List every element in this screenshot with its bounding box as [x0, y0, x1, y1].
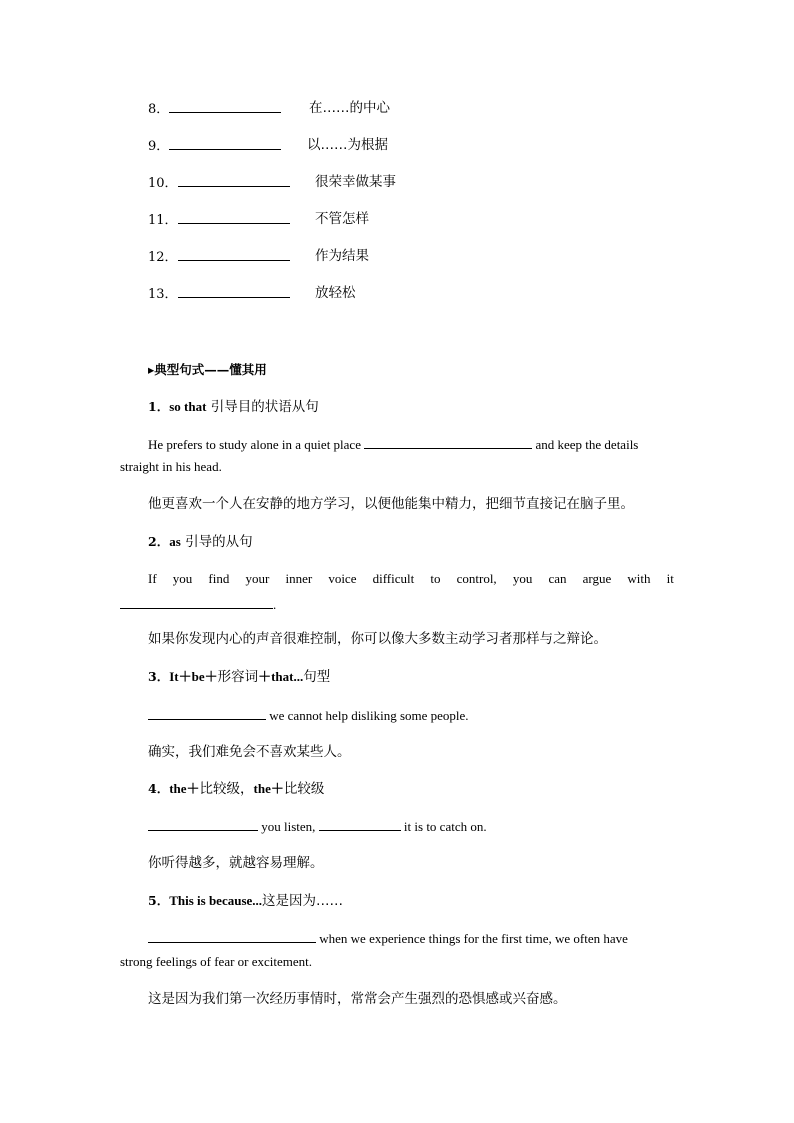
sentence-word: inner — [285, 571, 313, 586]
sentence-word: your — [245, 571, 270, 586]
vocab-number: 12． — [148, 250, 178, 265]
item-5-sentence-line-1 — [148, 930, 628, 947]
vocab-item-10 — [148, 174, 448, 192]
vocab-meaning: 放轻松 — [315, 285, 356, 301]
item-2-title — [148, 534, 253, 550]
answer-blank[interactable] — [148, 818, 258, 831]
item-1-sentence-line-1 — [148, 436, 638, 453]
item-number: 1． — [148, 399, 170, 414]
sentence-word: difficult — [372, 571, 415, 586]
vocab-number: 13． — [148, 287, 178, 302]
title-english: so that — [169, 399, 207, 414]
sentence-word: find — [208, 571, 230, 586]
title-chinese: 引导目的状语从句 — [210, 399, 319, 415]
item-number: 4． — [148, 781, 170, 796]
answer-blank[interactable] — [148, 930, 316, 943]
vocab-item-12 — [148, 248, 448, 266]
vocab-item-13 — [148, 285, 448, 303]
sentence-word: you — [172, 571, 193, 586]
title-english: the＋ — [253, 781, 284, 796]
answer-blank[interactable] — [178, 248, 290, 261]
title-english: It＋be＋ — [169, 669, 218, 684]
item-2-sentence-line-1 — [148, 571, 674, 587]
sentence-word: argue — [582, 571, 612, 586]
sentence-text: . — [273, 597, 277, 612]
sentence-text: and keep the details — [535, 437, 639, 452]
item-3-translation: 确实，我们难免会不喜欢某些人。 — [148, 744, 351, 760]
vocab-number: 10． — [148, 176, 178, 191]
item-1-sentence-line-2: straight in his head. — [120, 459, 222, 474]
title-chinese: 比较级 — [283, 781, 325, 797]
answer-blank[interactable] — [120, 596, 273, 609]
sentence-text: when we experience things for the first time, we often have — [319, 931, 628, 946]
vocab-number: 8． — [148, 102, 170, 117]
sentence-word: it — [666, 571, 674, 586]
answer-blank[interactable] — [169, 100, 281, 113]
item-3-sentence — [148, 707, 469, 724]
sentence-word: to — [430, 571, 441, 586]
sentence-word: voice — [328, 571, 357, 586]
item-number: 3． — [148, 669, 170, 684]
item-1-title — [148, 399, 319, 415]
item-3-title — [148, 669, 330, 685]
vocab-number: 9． — [148, 139, 170, 154]
sentence-word: control, — [456, 571, 497, 586]
item-4-sentence — [148, 818, 487, 835]
title-english: ＋that... — [258, 669, 304, 684]
sentence-text: He prefers to study alone in a quiet place — [148, 437, 361, 452]
vocab-item-8 — [148, 100, 448, 118]
answer-blank[interactable] — [178, 211, 290, 224]
item-5-sentence-line-2: strong feelings of fear or excitement. — [120, 954, 313, 969]
item-5-title — [148, 893, 343, 909]
title-english: the＋ — [169, 781, 200, 796]
sentence-word: If — [148, 571, 157, 586]
answer-blank[interactable] — [364, 436, 532, 449]
answer-blank[interactable] — [148, 707, 266, 720]
sentence-text: you listen, — [261, 819, 316, 834]
answer-blank[interactable] — [169, 137, 281, 150]
item-number: 2． — [148, 534, 170, 549]
vocab-meaning: 以……为根据 — [307, 137, 388, 153]
item-2-translation: 如果你发现内心的声音很难控制，你可以像大多数主动学习者那样与之辩论。 — [148, 631, 607, 647]
sentence-text: we cannot help disliking some people. — [269, 708, 469, 723]
sentence-text: it is to catch on. — [403, 819, 487, 834]
answer-blank[interactable] — [178, 285, 290, 298]
vocab-number: 11． — [148, 213, 178, 228]
sentence-word: with — [627, 571, 651, 586]
item-4-title — [148, 781, 324, 797]
answer-blank[interactable] — [319, 818, 401, 831]
vocab-meaning: 作为结果 — [315, 248, 369, 264]
vocab-meaning: 在……的中心 — [309, 100, 390, 116]
item-4-translation: 你听得越多，就越容易理解。 — [148, 855, 324, 871]
item-5-translation: 这是因为我们第一次经历事情时，常常会产生强烈的恐惧感或兴奋感。 — [148, 991, 567, 1007]
vocab-meaning: 很荣幸做某事 — [315, 174, 396, 190]
item-2-sentence-line-2 — [120, 596, 276, 613]
answer-blank[interactable] — [178, 174, 290, 187]
title-english: This is because... — [169, 893, 263, 908]
item-number: 5． — [148, 893, 170, 908]
item-1-translation: 他更喜欢一个人在安静的地方学习，以便他能集中精力，把细节直接记在脑子里。 — [148, 496, 634, 512]
section-title: ▸典型句式——懂其用 — [148, 362, 267, 377]
title-chinese: 形容词 — [217, 669, 259, 685]
title-chinese: 引导的从句 — [185, 534, 253, 550]
vocab-meaning: 不管怎样 — [315, 211, 369, 227]
sentence-word: you — [512, 571, 533, 586]
title-chinese: 这是因为…… — [262, 893, 344, 909]
title-chinese: 句型 — [303, 669, 331, 685]
vocab-item-9 — [148, 137, 448, 155]
vocab-item-11 — [148, 211, 448, 229]
sentence-word: can — [548, 571, 567, 586]
title-english: as — [169, 534, 181, 549]
title-chinese: 比较级， — [199, 781, 254, 797]
